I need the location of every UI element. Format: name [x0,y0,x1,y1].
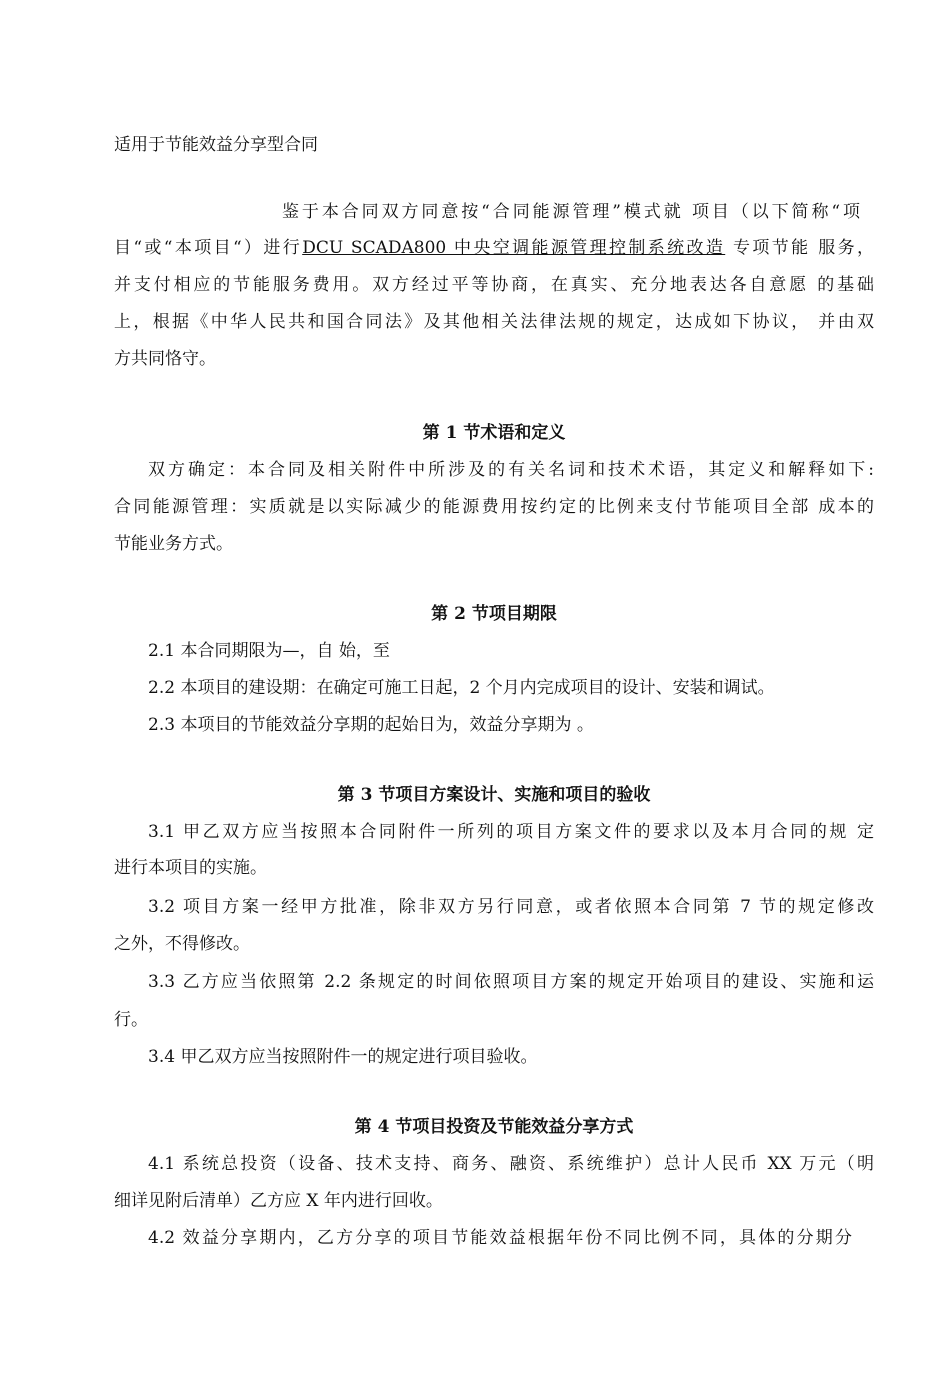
preamble-line-4: 上，根据《中华人民共和国合同法》及其他相关法律法规的规定，达成如下协议， 并由双 [114,312,874,332]
clause-2-2: 2.2 本项目的建设期：在确定可施工日起，2 个月内完成项目的设计、安装和调试。 [148,678,775,698]
clause-3-4: 3.4 甲乙双方应当按照附件一的规定进行项目验收。 [148,1047,538,1067]
section-2-heading: 第 2 节项目期限 [431,604,557,624]
preamble-line-5: 方共同恪守。 [114,349,216,369]
clause-3-2-line-2: 之外，不得修改。 [114,934,250,954]
preamble-line-2-a: 目“或“本项目“）进行 [114,238,303,258]
clause-3-2-line-1: 3.2 项目方案一经甲方批准，除非双方另行同意，或者依照本合同第 7 节的规定修改 [148,897,874,917]
preamble-line-2 [114,236,874,260]
clause-3-3-line-2: 行。 [114,1010,148,1030]
clause-4-2-line-1: 4.2 效益分享期内，乙方分享的项目节能效益根据年份不同比例不同，具体的分期分 [148,1228,852,1248]
clause-2-3: 2.3 本项目的节能效益分享期的起始日为，效益分享期为 。 [148,715,594,735]
project-name-underlined: DCU SCADA800 中央空调能源管理控制系统改造 [302,238,726,258]
clause-4-1-line-2: 细详见附后清单）乙方应 X 年内进行回收。 [114,1191,443,1211]
preamble-line-1: 鉴于本合同双方同意按“合同能源管理”模式就 项目（以下简称“项 [282,202,860,222]
section-3-heading: 第 3 节项目方案设计、实施和项目的验收 [337,785,651,805]
clause-4-1-line-1: 4.1 系统总投资（设备、技术支持、商务、融资、系统维护）总计人民币 XX 万元（明 [148,1154,874,1174]
section-4-heading: 第 4 节项目投资及节能效益分享方式 [354,1117,634,1137]
document-title: 适用于节能效益分享型合同 [114,135,318,155]
section-1-line-3: 节能业务方式。 [114,534,233,554]
clause-3-1-line-2: 进行本项目的实施。 [114,858,267,878]
clause-3-1-line-1: 3.1 甲乙双方应当按照本合同附件一所列的项目方案文件的要求以及本月合同的规 定 [148,822,874,842]
clause-2-1: 2.1 本合同期限为—，自 始，至 [148,641,390,661]
section-1-line-1: 双方确定：本合同及相关附件中所涉及的有关名词和技术术语，其定义和解释如下: [148,460,874,480]
section-1-heading: 第 1 节术语和定义 [422,423,566,443]
preamble-line-2-b: 专项节能 服务， [725,238,875,258]
section-1-line-2: 合同能源管理：实质就是以实际减少的能源费用按约定的比例来支付节能项目全部 成本的 [114,497,874,517]
clause-3-3-line-1: 3.3 乙方应当依照第 2.2 条规定的时间依照项目方案的规定开始项目的建设、实施和运 [148,972,874,992]
preamble-line-3: 并支付相应的节能服务费用。双方经过平等协商，在真实、充分地表达各自意愿 的基础 [114,275,874,295]
